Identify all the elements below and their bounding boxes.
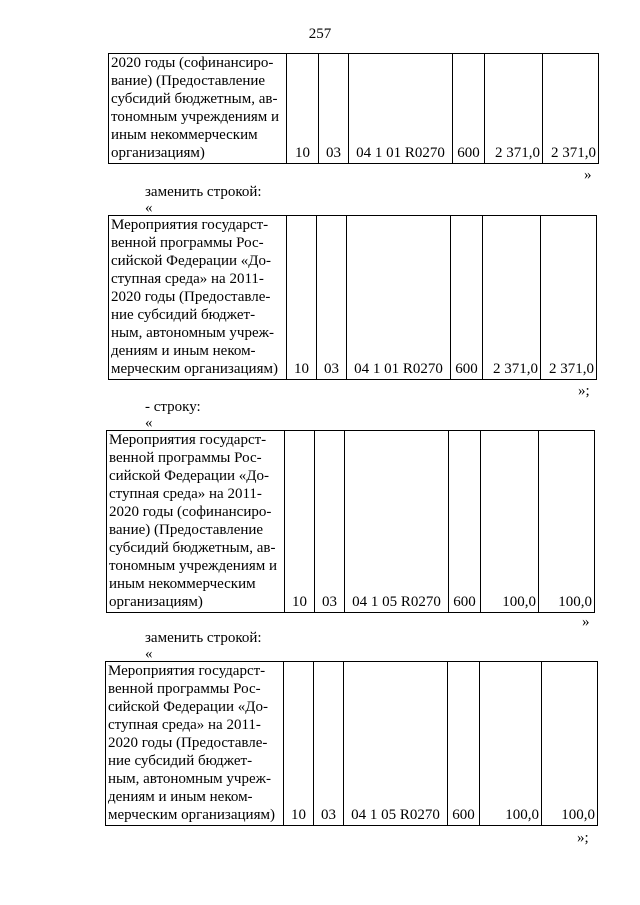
amount-1: 2 371,0 (483, 216, 541, 380)
subsection-code: 03 (314, 662, 344, 826)
description-line: венной программы Рос- (108, 681, 261, 697)
description-line: 2020 годы (Предоставле- (108, 735, 268, 751)
description-line: вание) (Предоставление (111, 73, 266, 89)
description-line: организациям) (111, 145, 205, 161)
amount-2: 2 371,0 (541, 216, 597, 380)
table-row (109, 54, 599, 164)
page-number: 257 (308, 26, 332, 42)
closing-quote: » (582, 614, 590, 630)
expense-type-code: 600 (451, 216, 483, 380)
description-line: ступная среда» на 2011- (108, 717, 261, 733)
amount-2: 100,0 (542, 662, 598, 826)
description-line: вание) (Предоставление (109, 522, 264, 538)
description-line: ступная среда» на 2011- (111, 271, 264, 287)
subsection-code: 03 (315, 431, 345, 613)
description-line: иным некоммерческим (111, 127, 258, 143)
target-article-code: 04 1 05 R0270 (345, 431, 449, 613)
description-line: организациям) (109, 594, 203, 610)
description-line: дениям и иным неком- (108, 789, 253, 805)
description-line: субсидий бюджетным, ав- (111, 91, 278, 107)
table-row (107, 431, 595, 613)
closing-quote: »; (578, 383, 590, 399)
amount-2: 2 371,0 (543, 54, 599, 164)
section-code: 10 (287, 54, 319, 164)
table-row (106, 662, 598, 826)
description-line: венной программы Рос- (109, 450, 262, 466)
target-article-code: 04 1 01 R0270 (347, 216, 451, 380)
table-row (109, 216, 597, 380)
expense-type-code: 600 (449, 431, 481, 613)
description-line: 2020 годы (Предоставле- (111, 289, 271, 305)
section-code: 10 (284, 662, 314, 826)
budget-table-3 (106, 430, 595, 613)
description-line: мерческим организациям) (111, 361, 278, 377)
subsection-code: 03 (317, 216, 347, 380)
string-label-text: - строку: (145, 399, 201, 415)
description-line: тономным учреждениям и (111, 109, 280, 125)
description-line: дениям и иным неком- (111, 343, 256, 359)
description-line: сийской Федерации «До- (109, 468, 269, 484)
opening-quote: « (145, 200, 153, 216)
expense-type-code: 600 (453, 54, 485, 164)
description-line: сийской Федерации «До- (108, 699, 268, 715)
replace-with-line-text: заменить строкой: (145, 184, 262, 200)
section-code: 10 (285, 431, 315, 613)
description-line: иным некоммерческим (109, 576, 256, 592)
description-line: ным, автономным учреж- (108, 771, 271, 787)
section-code: 10 (287, 216, 317, 380)
row-description (109, 216, 287, 380)
opening-quote: « (145, 415, 153, 431)
expense-type-code: 600 (448, 662, 480, 826)
opening-quote: « (145, 646, 153, 662)
subsection-code: 03 (319, 54, 349, 164)
amount-1: 2 371,0 (485, 54, 543, 164)
description-line: Мероприятия государст- (111, 217, 269, 233)
description-line: ние субсидий бюджет- (111, 307, 256, 323)
row-description (109, 54, 287, 164)
description-line: ступная среда» на 2011- (109, 486, 262, 502)
row-description (106, 662, 284, 826)
description-line: 2020 годы (софинансиро- (111, 55, 274, 71)
description-line: мерческим организациям) (108, 807, 275, 823)
amount-2: 100,0 (539, 431, 595, 613)
description-line: 2020 годы (софинансиро- (109, 504, 272, 520)
description-line: субсидий бюджетным, ав- (109, 540, 276, 556)
target-article-code: 04 1 01 R0270 (349, 54, 453, 164)
description-line: сийской Федерации «До- (111, 253, 271, 269)
budget-table-4 (105, 661, 598, 826)
description-line: тономным учреждениям и (109, 558, 278, 574)
description-line: Мероприятия государст- (108, 663, 266, 679)
description-line: Мероприятия государст- (109, 432, 267, 448)
amount-1: 100,0 (481, 431, 539, 613)
amount-1: 100,0 (480, 662, 542, 826)
replace-with-line-text: заменить строкой: (145, 630, 262, 646)
description-line: ние субсидий бюджет- (108, 753, 253, 769)
closing-quote: » (584, 167, 592, 183)
description-line: ным, автономным учреж- (111, 325, 274, 341)
description-line: венной программы Рос- (111, 235, 264, 251)
target-article-code: 04 1 05 R0270 (344, 662, 448, 826)
budget-table-2 (108, 215, 597, 380)
row-description (107, 431, 285, 613)
budget-table-1 (108, 53, 599, 164)
closing-quote: »; (577, 830, 589, 846)
